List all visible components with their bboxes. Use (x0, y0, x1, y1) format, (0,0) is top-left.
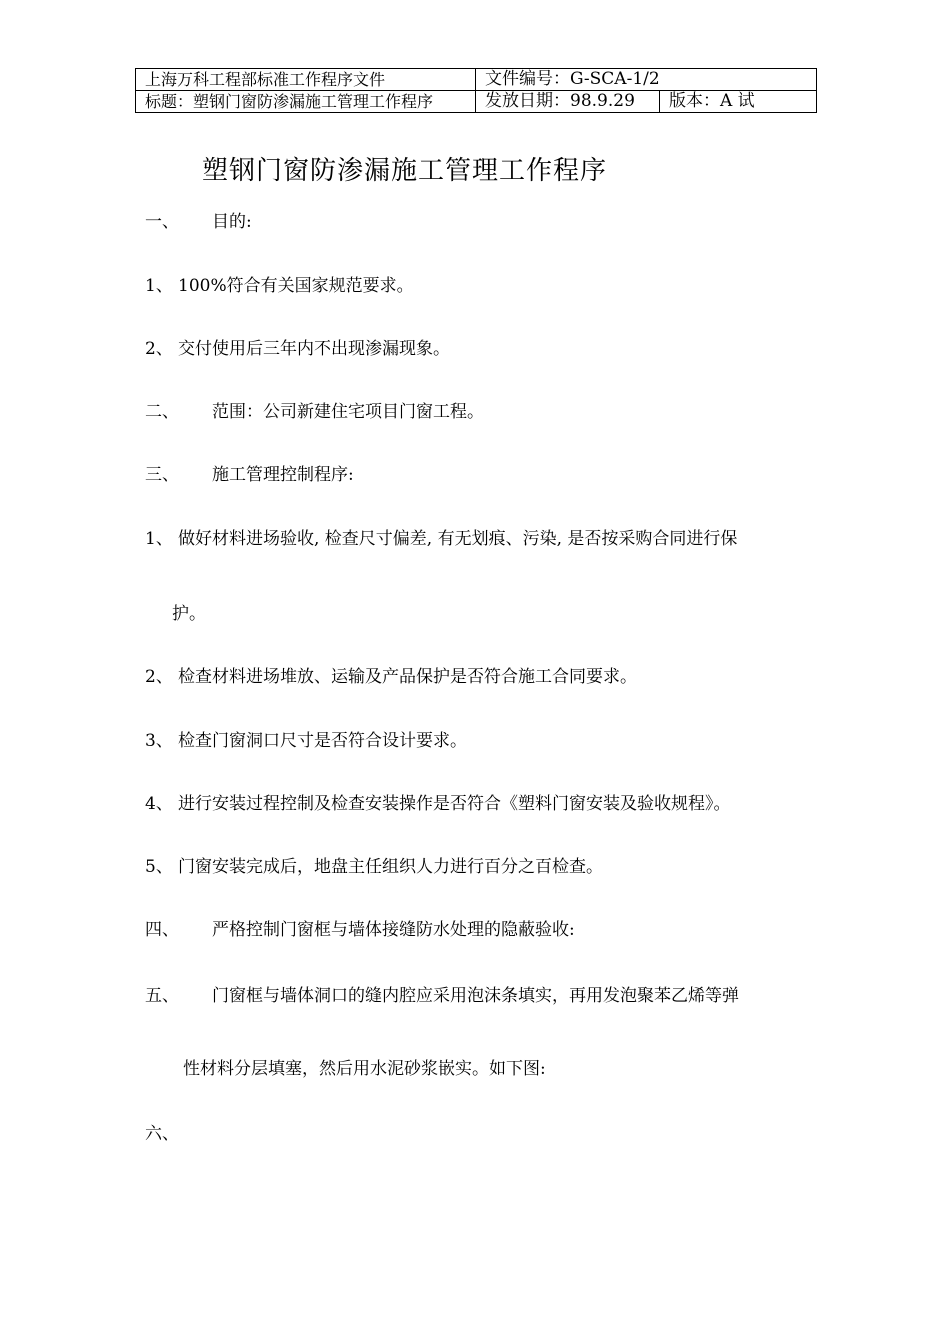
section-number: 二、 (145, 402, 179, 422)
list-item-continuation (172, 602, 206, 626)
issue-date: 发放日期：98.9.29 (476, 91, 660, 113)
header-row-1 (136, 69, 817, 91)
item-text: 门窗安装完成后，地盘主任组织人力进行百分之百检查。 (178, 857, 603, 877)
item-number: 5、 (145, 857, 173, 877)
version: 版本：A 试 (660, 91, 817, 113)
item-text: 进行安装过程控制及检查安装操作是否符合《塑料门窗安装及验收规程》。 (178, 794, 731, 814)
item-number: 3、 (145, 731, 173, 751)
item-text: 100%符合有关国家规范要求。 (178, 276, 414, 296)
section-text: 目的: (212, 212, 252, 232)
section-text: 严格控制门窗框与墙体接缝防水处理的隐蔽验收: (212, 920, 575, 940)
item-text: 检查材料进场堆放、运输及产品保护是否符合施工合同要求。 (178, 667, 637, 687)
page-title: 塑钢门窗防渗漏施工管理工作程序 (202, 156, 608, 186)
section-text: 施工管理控制程序: (212, 465, 354, 485)
section-text: 性材料分层填塞，然后用水泥砂浆嵌实。如下图: (183, 1059, 546, 1079)
section-text: 范围：公司新建住宅项目门窗工程。 (212, 402, 484, 422)
item-number: 1、 (145, 276, 173, 296)
section-number: 六、 (145, 1124, 179, 1144)
section-number: 一、 (145, 212, 179, 232)
document-header-table (135, 68, 817, 113)
item-text: 做好材料进场验收, 检查尺寸偏差, 有无划痕、污染, 是否按采购合同进行保 (178, 529, 738, 549)
section-number: 三、 (145, 465, 179, 485)
item-text: 交付使用后三年内不出现渗漏现象。 (178, 339, 450, 359)
header-row-2 (136, 91, 817, 113)
item-text: 护。 (172, 604, 206, 624)
item-number: 4、 (145, 794, 173, 814)
section-text: 门窗框与墙体洞口的缝内腔应采用泡沫条填实，再用发泡聚苯乙烯等弹 (212, 986, 739, 1006)
item-text: 检查门窗洞口尺寸是否符合设计要求。 (178, 731, 467, 751)
company-doc-label: 上海万科工程部标准工作程序文件 (136, 69, 476, 91)
section-number: 五、 (145, 986, 179, 1006)
doc-subject: 标题：塑钢门窗防渗漏施工管理工作程序 (136, 91, 476, 113)
item-number: 2、 (145, 667, 173, 687)
item-number: 2、 (145, 339, 173, 359)
item-number: 1、 (145, 529, 173, 549)
section-number: 四、 (145, 920, 179, 940)
file-number: 文件编号：G-SCA-1/2 (476, 69, 817, 91)
section-5-continuation (183, 1057, 546, 1081)
